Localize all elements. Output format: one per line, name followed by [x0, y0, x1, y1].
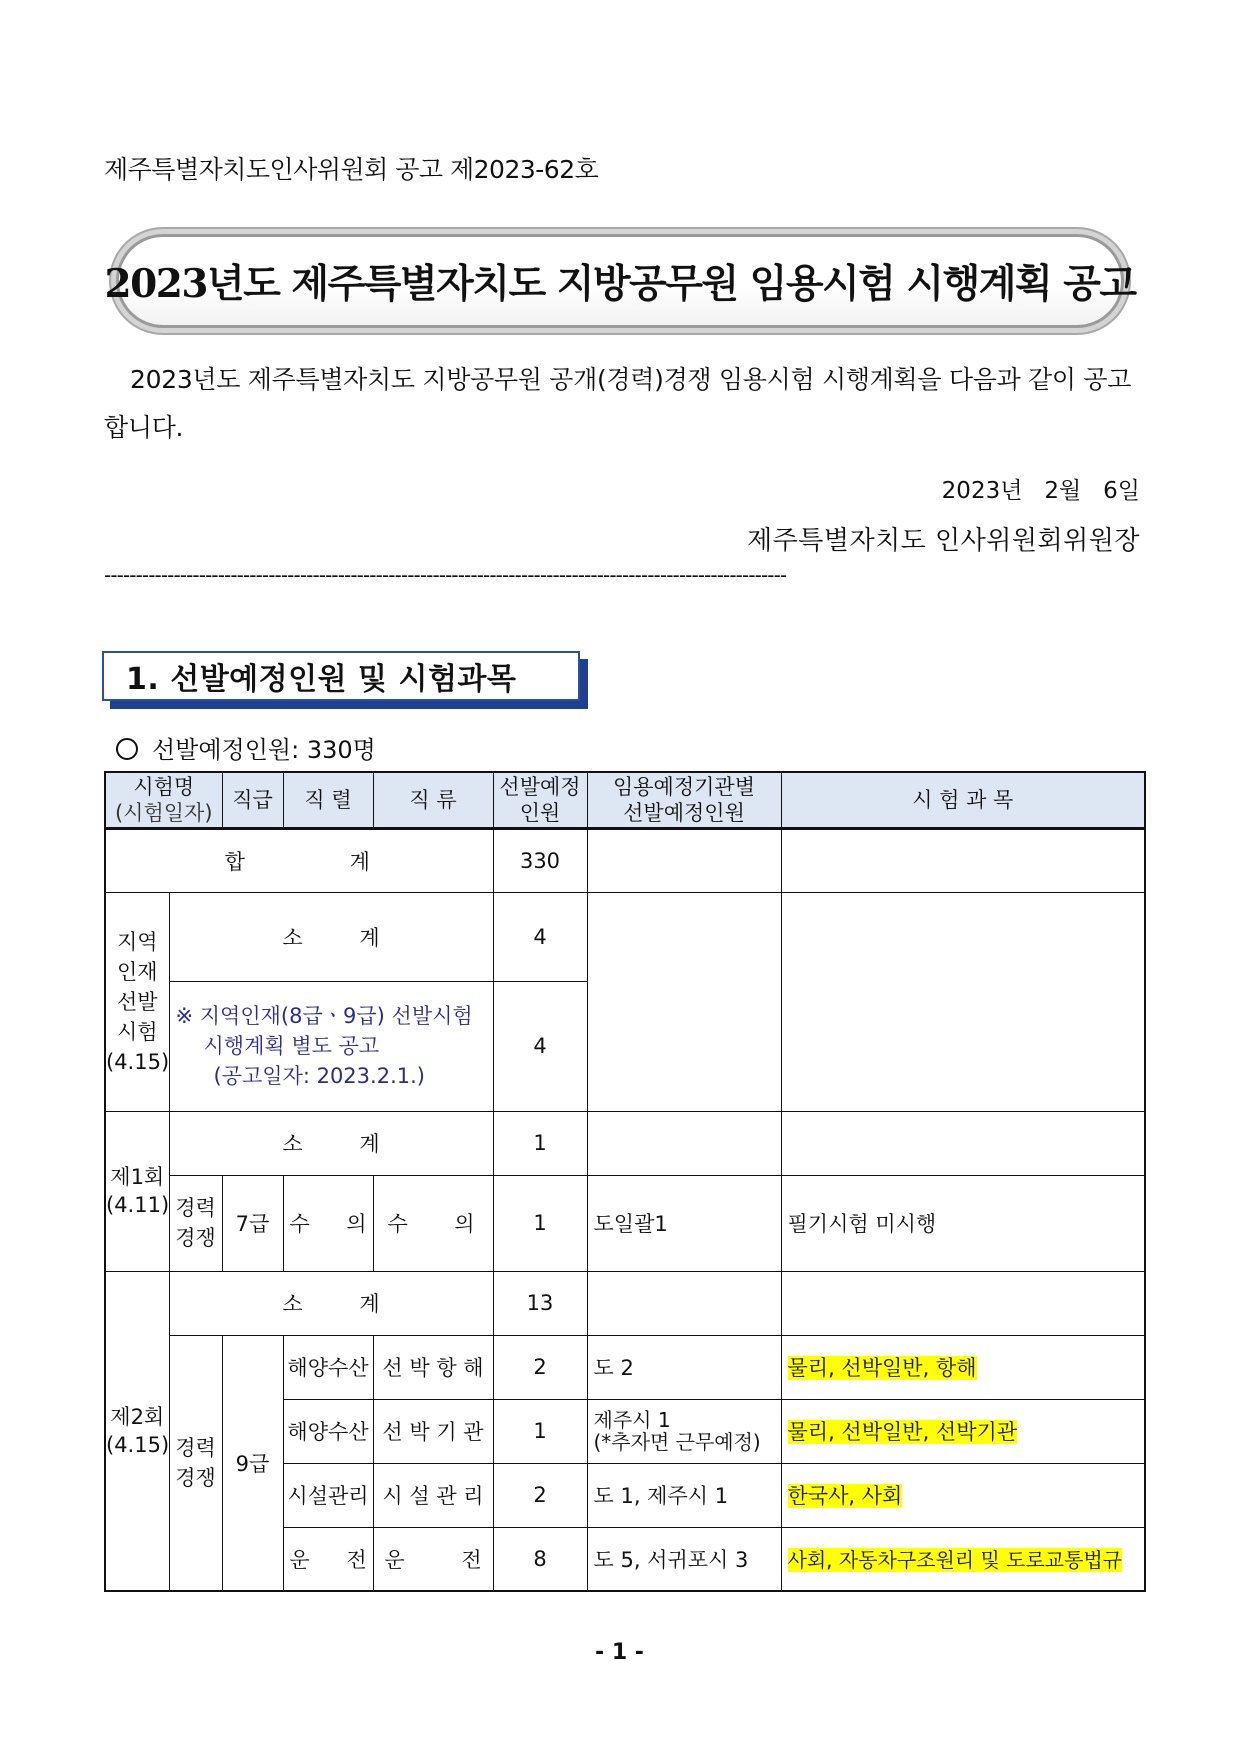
quota-label: 선발예정인원: 330명 — [152, 736, 376, 764]
header-agency — [587, 772, 781, 828]
round2-row3-count: 2 — [493, 1463, 587, 1527]
header-quota — [493, 772, 587, 828]
separator-line: ------------------------------------------------------------------------------------------------------------ — [104, 568, 787, 582]
round2-subtotal-count: 13 — [493, 1271, 587, 1335]
round2-row2-series: 해양수산 — [283, 1399, 373, 1463]
round2-row2-subjects-text: 물리, 선박일반, 선박기관 — [787, 1420, 1018, 1444]
total-count: 330 — [493, 828, 587, 892]
header-series: 직 렬 — [283, 772, 373, 828]
round2-row4-category: 운 전 — [373, 1527, 493, 1591]
round2-row1-subjects-text: 물리, 선박일반, 항해 — [787, 1356, 977, 1380]
round1-category-b: 의 — [454, 1212, 475, 1236]
header-quota-line2: 인원 — [519, 800, 561, 825]
round1-subtotal-subjects — [781, 1111, 1145, 1175]
quota-line — [116, 730, 376, 765]
round2-row2-agency-line1: 제주시 1 — [593, 1408, 671, 1432]
total-row — [105, 828, 1145, 892]
round1-type: 경력 경쟁 — [169, 1175, 222, 1271]
round1-agency: 도일괄1 — [587, 1175, 781, 1271]
round1-subjects: 필기시험 미시행 — [781, 1175, 1145, 1271]
section-heading-box — [102, 651, 580, 701]
header-exam-name — [105, 772, 222, 828]
regional-note-line3: (공고일자: 2023.2.1.) — [213, 1064, 425, 1088]
header-agency-line1: 임용예정기관별 — [612, 774, 755, 799]
round1-category-a: 수 — [387, 1212, 408, 1236]
round1-grade: 7급 — [222, 1175, 283, 1271]
round2-row4-count: 8 — [493, 1527, 587, 1591]
page-number: - 1 - — [595, 1640, 644, 1665]
round2-row1-agency: 도 2 — [587, 1335, 781, 1399]
header-agency-line2: 선발예정인원 — [623, 800, 745, 825]
round2-exam-name: 제2회 (4.15) — [105, 1271, 169, 1591]
section-title: 1. 선발예정인원 및 시험과목 — [126, 662, 517, 697]
regional-exam-name: 지역 인재 선발 시험 (4.15) — [105, 892, 169, 1111]
table-header-row — [105, 772, 1145, 828]
round2-grade: 9급 — [222, 1335, 283, 1591]
round2-subtotal-row — [105, 1271, 1145, 1335]
signer: 제주특별자치도 인사위원회위원장 — [746, 526, 1140, 556]
round2-row2-agency — [587, 1399, 781, 1463]
round2-row3-category: 시 설 관 리 — [373, 1463, 493, 1527]
total-label: 합 계 — [105, 828, 493, 892]
round2-subtotal-agency — [587, 1271, 781, 1335]
header-subjects: 시 험 과 목 — [781, 772, 1145, 828]
intro-paragraph: 2023년도 제주특별자치도 지방공무원 공개(경력)경쟁 임용시험 시행계획을 다음과 같이 공고합니다. — [104, 365, 1132, 442]
round2-row1-subjects — [781, 1335, 1145, 1399]
round2-row4-subjects-text: 사회, 자동차구조원리 및 도로교통법규 — [787, 1548, 1123, 1573]
regional-subtotal-label: 소 계 — [169, 892, 493, 981]
round2-row2-count: 1 — [493, 1399, 587, 1463]
round1-category — [373, 1175, 493, 1271]
round1-subtotal-label: 소 계 — [169, 1111, 493, 1175]
regional-note-line1: ※ 지역인재(8급ㆍ9급) 선발시험 — [175, 1004, 473, 1028]
document-title: 2023년도 제주특별자치도 지방공무원 임용시험 시행계획 공고 — [104, 261, 1136, 307]
header-exam-date-label: (시험일자) — [114, 800, 213, 825]
regional-subjects — [781, 892, 1145, 1111]
total-agency — [587, 828, 781, 892]
notice-date: 2023년 2월 6일 — [941, 478, 1140, 504]
round1-subtotal-agency — [587, 1111, 781, 1175]
round2-row1-count: 2 — [493, 1335, 587, 1399]
round2-row4-agency: 도 5, 서귀포시 3 — [587, 1527, 781, 1591]
regional-count: 4 — [493, 981, 587, 1111]
regional-agency — [587, 892, 781, 1111]
header-grade: 직급 — [222, 772, 283, 828]
exam-table — [104, 771, 1146, 1592]
notice-number: 제주특별자치도인사위원회 공고 제2023-62호 — [104, 155, 599, 184]
round2-subtotal-subjects — [781, 1271, 1145, 1335]
round2-row3-subjects — [781, 1463, 1145, 1527]
round2-row3-series: 시설관리 — [283, 1463, 373, 1527]
regional-subtotal-row — [105, 892, 1145, 981]
round2-type: 경력 경쟁 — [169, 1335, 222, 1591]
header-quota-line1: 선발예정 — [499, 774, 581, 799]
round1-series — [283, 1175, 373, 1271]
round2-row1-series: 해양수산 — [283, 1335, 373, 1399]
round2-row4-series: 운 전 — [283, 1527, 373, 1591]
total-subjects — [781, 828, 1145, 892]
round2-row1-category: 선 박 항 해 — [373, 1335, 493, 1399]
round2-subtotal-label: 소 계 — [169, 1271, 493, 1335]
round1-series-b: 의 — [346, 1212, 367, 1236]
table-row — [105, 1335, 1145, 1399]
round1-series-a: 수 — [289, 1212, 310, 1236]
round2-row4-subjects — [781, 1527, 1145, 1591]
round1-detail-row — [105, 1175, 1145, 1271]
round2-row3-subjects-text: 한국사, 사회 — [787, 1484, 903, 1508]
title-banner — [104, 234, 1136, 328]
regional-subtotal-count: 4 — [493, 892, 587, 981]
round2-row2-subjects — [781, 1399, 1145, 1463]
round1-subtotal-count: 1 — [493, 1111, 587, 1175]
circle-bullet-icon — [116, 738, 138, 760]
header-category: 직 류 — [373, 772, 493, 828]
header-exam-name-label: 시험명 — [133, 774, 195, 799]
round1-exam-name: 제1회 (4.11) — [105, 1111, 169, 1271]
regional-note — [169, 981, 493, 1111]
round2-row2-agency-line2: (*추자면 근무예정) — [593, 1430, 761, 1454]
round2-row3-agency: 도 1, 제주시 1 — [587, 1463, 781, 1527]
regional-note-line2: 시행계획 별도 공고 — [203, 1034, 380, 1058]
round1-count: 1 — [493, 1175, 587, 1271]
round1-subtotal-row — [105, 1111, 1145, 1175]
round2-row2-category: 선 박 기 관 — [373, 1399, 493, 1463]
